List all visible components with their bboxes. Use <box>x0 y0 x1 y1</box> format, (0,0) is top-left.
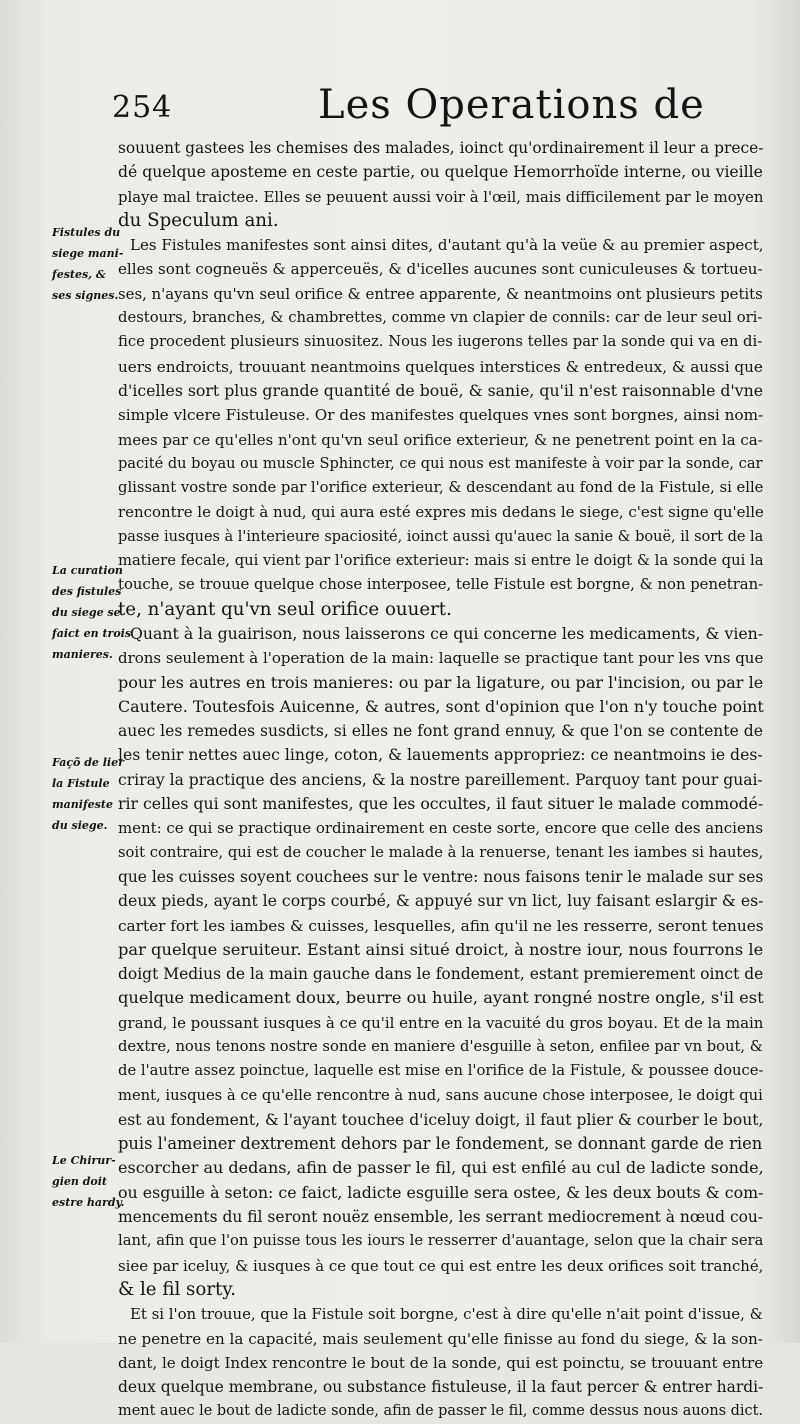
text-line: te, n'ayant qu'vn seul orifice ouuert. <box>118 598 452 620</box>
text-line: que les cuisses soyent couchees sur le ventre: nous faisons tenir le malade sur ses <box>118 867 764 886</box>
margin-note-line: La curation <box>52 564 123 577</box>
margin-note-line: du siege. <box>52 819 108 832</box>
text-line: ou esguille à seton: ce faict, ladicte esguille sera ostee, & les deux bouts & com- <box>118 1182 764 1202</box>
margin-note-line: Fistules du <box>52 226 121 239</box>
text-line: touche, se trouue quelque chose interposee, telle Fistule est borgne, & non penetran- <box>118 576 764 594</box>
text-line: Et si l'on trouue, que la Fistule soit borgne, c'est à dire qu'elle n'ait point d'issue, & <box>130 1305 763 1324</box>
text-line: rir celles qui sont manifestes, que les occultes, il faut situer le malade commodé- <box>118 794 764 814</box>
margin-note-line: manieres. <box>52 648 113 661</box>
text-line: dextre, nous tenons nostre sonde en maniere d'esguille à seton, enfilee par vn bout, & <box>118 1037 763 1055</box>
margin-note-chirurgien <box>52 1150 125 1213</box>
text-line: d'icelles sort plus grande quantité de bouë, & sanie, qu'il n'est raisonnable d'vne <box>118 380 764 400</box>
text-line: glissant vostre sonde par l'orifice exterieur, & descendant au fond de la Fistule, si elle <box>118 479 764 497</box>
text-line: rencontre le doigt à nud, qui aura esté expres mis dedans le siege, c'est signe qu'elle <box>118 503 764 522</box>
margin-note-line: siege mani- <box>52 247 124 260</box>
text-line: est au fondement, & l'ayant touchee d'iceluy doigt, il faut plier & courber le bout, <box>118 1110 764 1129</box>
margin-note-fistules-manifestes <box>52 222 124 306</box>
text-line: deux quelque membrane, ou substance fistuleuse, il la faut percer & entrer hardi- <box>118 1378 764 1397</box>
margin-note-facon-lier <box>52 752 124 836</box>
text-line: passe iusques à l'interieure spaciosité, ioinct aussi qu'auec la sanie & bouë, il sort de la <box>118 528 764 545</box>
margin-note-line: ses signes. <box>52 289 119 302</box>
text-line: par quelque seruiteur. Estant ainsi situé droict, à nostre iour, nous fourrons le <box>118 939 764 959</box>
text-line: Quant à la guairison, nous laisserons ce qui concerne les medicaments, & vien- <box>130 623 764 643</box>
margin-note-line: Façõ de lier <box>52 756 124 769</box>
text-line: de l'autre assez poinctue, laquelle est mise en l'orifice de la Fistule, & poussee douce- <box>118 1062 764 1080</box>
text-line: deux pieds, ayant le corps courbé, & appuyé sur vn lict, luy faisant eslargir & es- <box>118 891 764 911</box>
text-line: Les Fistules manifestes sont ainsi dites, d'autant qu'à la veüe & au premier aspect, <box>130 236 764 255</box>
text-line: les tenir nettes auec linge, coton, & lauements appropriez: ce neantmoins ie des- <box>118 745 763 765</box>
margin-note-line: estre hardy. <box>52 1196 125 1209</box>
text-line: auec les remedes susdicts, si elles ne font grand ennuy, & que l'on se contente de <box>118 722 763 741</box>
margin-note-line: la Fistule <box>52 777 110 790</box>
text-line: souuent gastees les chemises des malades, ioinct qu'ordinairement il leur a prece- <box>118 139 764 157</box>
margin-note-line: festes, & <box>52 268 106 281</box>
text-line: quelque medicament doux, beurre ou huile, ayant rongné nostre ongle, s'il est <box>118 988 764 1008</box>
text-line: lant, afin que l'on puisse tous les iours le resserrer d'auantage, selon que la chair sera <box>118 1232 764 1250</box>
text-line: ment, iusques à ce qu'elle rencontre à nud, sans aucune chose interposee, le doigt qui <box>118 1086 763 1104</box>
running-title: Les Operations de <box>318 82 705 128</box>
margin-note-line: gien doit <box>52 1175 107 1188</box>
text-line: drons seulement à l'operation de la main: laquelle se practique tant pour les vns que <box>118 649 764 668</box>
text-line: pour les autres en trois manieres: ou par la ligature, ou par l'incision, ou par le <box>118 672 764 692</box>
text-line: escorcher au dedans, afin de passer le fil, qui est enfilé au cul de ladicte sonde, <box>118 1158 764 1178</box>
text-line: elles sont cogneuës & apperceuës, & d'icelles aucunes sont cuniculeuses & tortueu- <box>118 260 763 279</box>
text-line: fice procedent plusieurs sinuositez. Nous les iugerons telles par la sonde qui va en di- <box>118 333 763 351</box>
text-line: ses, n'ayans qu'vn seul orifice & entree apparente, & neantmoins ont plusieurs petits <box>118 284 763 303</box>
text-line: doigt Medius de la main gauche dans le fondement, estant premierement oinct de <box>118 965 764 984</box>
text-line: matiere fecale, qui vient par l'orifice exterieur: mais si entre le doigt & la sonde qui la <box>118 552 764 570</box>
text-line: ment: ce qui se practique ordinairement en ceste sorte, encore que celle des anciens <box>118 819 764 838</box>
text-line: ne penetre en la capacité, mais seulement qu'elle finisse au fond du siege, & la son- <box>118 1329 763 1348</box>
text-line: siee par iceluy, & iusques à ce que tout ce qui est entre les deux orifices soit tranché, <box>118 1256 764 1275</box>
text-line: soit contraire, qui est de coucher le malade à la renuerse, tenant les iambes si hautes, <box>118 843 764 861</box>
margin-note-line: faict en trois <box>52 627 132 640</box>
text-line: dant, le doigt Index rencontre le bout de la sonde, qui est poinctu, se trouuant entre <box>118 1353 764 1372</box>
text-line: Cautere. Toutesfois Auicenne, & autres, sont d'opinion que l'on n'y touche point <box>118 696 764 716</box>
text-line: puis l'ameiner dextrement dehors par le fondement, se donnant garde de rien <box>118 1134 763 1154</box>
margin-note-line: du siege se <box>52 606 121 619</box>
text-line: mencements du fil seront nouëz ensemble, les serrant mediocrement à nœud cou- <box>118 1208 764 1227</box>
text-line: dé quelque aposteme en ceste partie, ou quelque Hemorrhoïde interne, ou vieille <box>118 162 763 182</box>
text-line: destours, branches, & chambrettes, comme vn clapier de connils: car de leur seul ori- <box>118 309 763 327</box>
text-line: du Speculum ani. <box>118 209 279 231</box>
text-line: uers endroicts, trouuant neantmoins quelques interstices & entredeux, & aussi que <box>118 357 763 376</box>
page-number: 254 <box>112 90 173 125</box>
text-line: criray la practique des anciens, & la nostre pareillement. Parquoy tant pour guai- <box>118 770 763 789</box>
page-header <box>0 82 800 132</box>
text-line: ment auec le bout de ladicte sonde, afin de passer le fil, comme dessus nous auons dict. <box>118 1403 764 1420</box>
text-line: pacité du boyau ou muscle Sphincter, ce qui nous est manifeste à voir par la sonde, car <box>118 454 763 472</box>
text-line: simple vlcere Fistuleuse. Or des manifestes quelques vnes sont borgnes, ainsi nom- <box>118 406 764 425</box>
margin-note-curation <box>52 560 132 665</box>
body-text <box>118 136 763 1424</box>
text-line: grand, le poussant iusques à ce qu'il entre en la vacuité du gros boyau. Et de la main <box>118 1013 764 1032</box>
text-line: playe mal traictee. Elles se peuuent aussi voir à l'œil, mais difficilement par le moyen <box>118 187 764 206</box>
text-line: carter fort les iambes & cuisses, lesquelles, afin qu'il ne les resserre, seront tenues <box>118 916 764 935</box>
margin-note-line: manifeste <box>52 798 113 811</box>
margin-note-line: Le Chirur- <box>52 1154 116 1167</box>
text-line: mees par ce qu'elles n'ont qu'vn seul orifice exterieur, & ne penetrent point en la ca- <box>118 430 763 449</box>
margin-note-line: des fistules <box>52 585 122 598</box>
text-line: & le fil sorty. <box>118 1278 236 1300</box>
